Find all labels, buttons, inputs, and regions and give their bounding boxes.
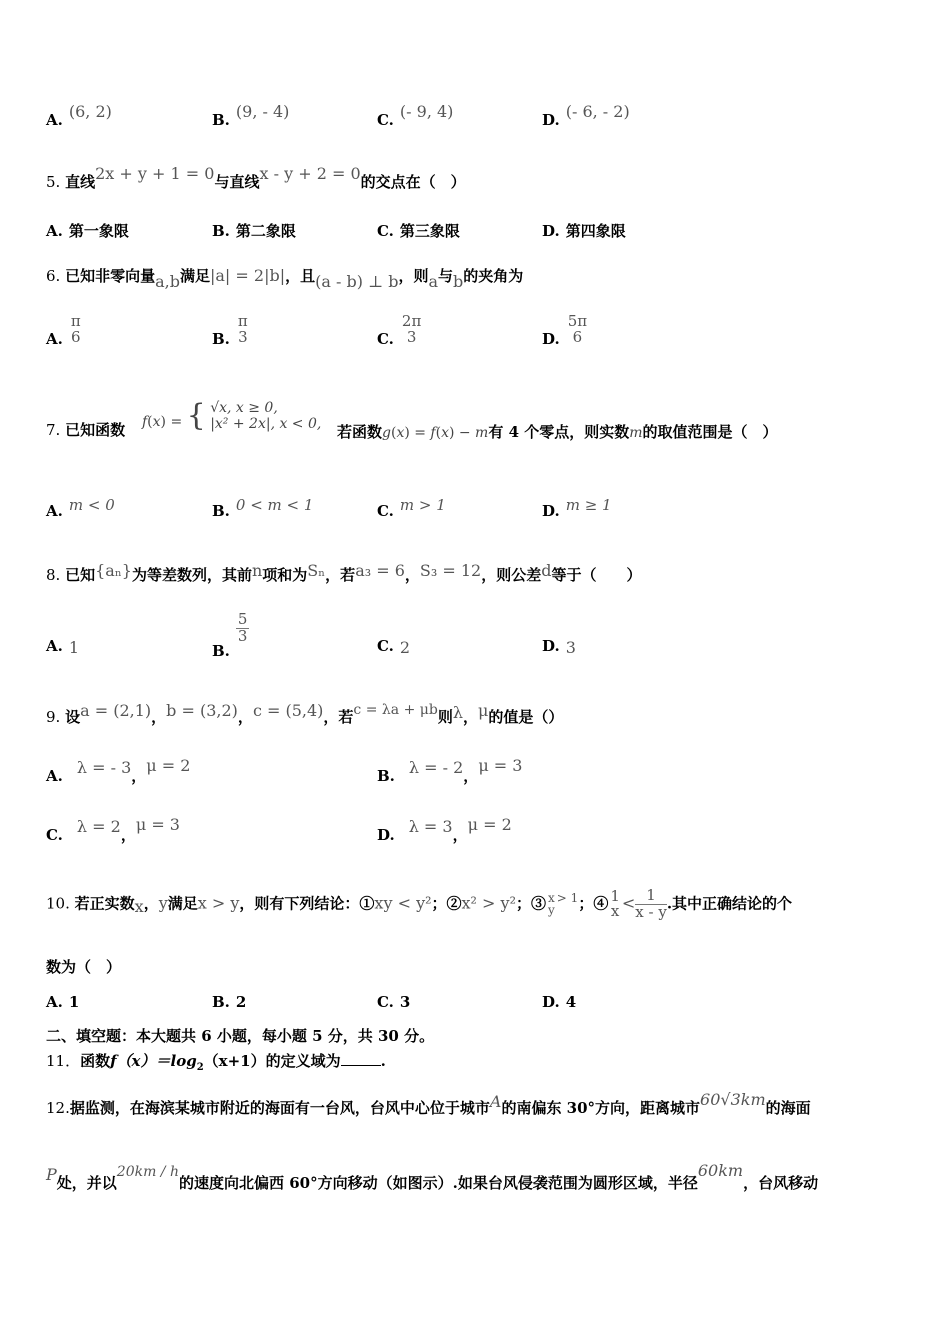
option-label: A. bbox=[46, 329, 63, 348]
q-text: 满足 bbox=[167, 894, 198, 913]
math: c = (5,4) bbox=[252, 701, 324, 720]
q9-option-d bbox=[377, 815, 512, 845]
q-text: ， bbox=[452, 826, 468, 844]
q-text: ；② bbox=[431, 894, 462, 913]
q-text: 与直线 bbox=[214, 173, 260, 191]
numerator: π bbox=[237, 312, 248, 330]
q7-option-d bbox=[542, 496, 612, 520]
q9-option-b bbox=[377, 756, 523, 786]
math: a bbox=[428, 272, 438, 291]
option-label: D. bbox=[542, 502, 560, 520]
q-text: 已知函数 bbox=[65, 421, 126, 439]
option-text: 第一象限 bbox=[68, 222, 129, 240]
option-label: B. bbox=[212, 642, 230, 661]
math: c = λa + μb bbox=[353, 702, 438, 718]
q4-option-c bbox=[377, 102, 454, 129]
q-text: 函数 bbox=[80, 1052, 111, 1070]
math: 𝑚 bbox=[629, 425, 643, 441]
q-text: ，则公差 bbox=[481, 566, 542, 584]
q-text: ，且 bbox=[285, 267, 316, 285]
question-6 bbox=[46, 266, 524, 291]
numerator: 1 bbox=[635, 888, 667, 905]
option-text: 第三象限 bbox=[399, 222, 460, 240]
denominator: 6 bbox=[71, 327, 81, 346]
option-label: C. bbox=[377, 637, 394, 655]
option-text: 3 bbox=[565, 638, 576, 657]
q-text: .其中正确结论的个 bbox=[666, 894, 793, 913]
numerator: π bbox=[70, 312, 81, 330]
q5-option-c bbox=[377, 220, 460, 241]
math: 𝑔(𝑥) = 𝑓(𝑥) − 𝑚 bbox=[382, 425, 489, 441]
option-label: B. bbox=[212, 222, 230, 240]
fraction-x-over-y bbox=[546, 892, 557, 917]
q5-option-d bbox=[542, 220, 626, 241]
question-number: 7. bbox=[46, 421, 61, 439]
subscript: 2 bbox=[196, 1062, 204, 1073]
option-label: D. bbox=[542, 993, 560, 1011]
option-label: A. bbox=[46, 637, 63, 655]
option-text: 4 bbox=[565, 993, 577, 1011]
option-label: D. bbox=[542, 222, 560, 240]
q-text: ，台风移动 bbox=[743, 1174, 819, 1192]
q10-option-d bbox=[542, 993, 576, 1011]
lambda-value: λ = 3 bbox=[408, 817, 453, 836]
option-value: (- 9, 4) bbox=[399, 102, 454, 121]
mu-value: μ = 2 bbox=[146, 756, 191, 775]
q-text: （x+1）的定义域为 bbox=[203, 1052, 341, 1070]
option-label: B. bbox=[212, 329, 230, 348]
math: 60km bbox=[697, 1161, 744, 1180]
q-text: 设 bbox=[65, 708, 81, 726]
lambda-value: λ = - 3 bbox=[76, 758, 132, 777]
numerator: x bbox=[548, 890, 555, 905]
option-text: 𝑚 > 1 bbox=[399, 496, 446, 514]
question-number: 5. bbox=[46, 173, 61, 191]
option-label: D. bbox=[542, 329, 560, 348]
q8-option-c bbox=[377, 636, 410, 655]
q-text: 的值是（） bbox=[488, 708, 564, 726]
math: 2x + y + 1 = 0 bbox=[95, 164, 215, 183]
q-text: 等于（ ） bbox=[551, 566, 642, 584]
q-text: ，若 bbox=[325, 566, 356, 584]
q-text: 直线 bbox=[65, 173, 96, 191]
option-label: B. bbox=[212, 502, 230, 520]
question-7 bbox=[46, 421, 125, 439]
q10-option-a bbox=[46, 993, 79, 1011]
fraction bbox=[236, 612, 250, 645]
math: f（x）＝log bbox=[110, 1052, 197, 1070]
math: y bbox=[158, 893, 168, 913]
q-text: 的夹角为 bbox=[463, 267, 524, 285]
question-5 bbox=[46, 164, 466, 191]
option-label: C. bbox=[377, 329, 394, 348]
question-number: 6. bbox=[46, 267, 61, 285]
math: d bbox=[541, 561, 552, 580]
math: P bbox=[46, 1165, 57, 1184]
q-text: 的海面 bbox=[765, 1099, 811, 1117]
option-text: 第四象限 bbox=[565, 222, 626, 240]
q-text: 处，并以 bbox=[56, 1174, 117, 1192]
option-label: C. bbox=[377, 222, 394, 240]
q-text: ，若 bbox=[323, 708, 354, 726]
option-value: (- 6, - 2) bbox=[565, 102, 630, 121]
option-label: D. bbox=[542, 637, 560, 655]
option-text: 𝑚 < 0 bbox=[68, 496, 115, 514]
q6-option-a bbox=[46, 314, 83, 346]
math: (a - b) ⊥ b bbox=[315, 272, 399, 291]
lambda-value: λ = 2 bbox=[76, 817, 121, 836]
q4-option-b bbox=[212, 102, 290, 129]
section-2-heading: 二、填空题：本大题共 6 小题，每小题 5 分，共 30 分。 bbox=[46, 1027, 435, 1045]
q6-option-d bbox=[542, 314, 589, 346]
q9-option-a bbox=[46, 756, 191, 786]
option-value: (9, - 4) bbox=[235, 102, 290, 121]
q-text: ；④ bbox=[578, 894, 609, 913]
question-number: 11． bbox=[46, 1052, 81, 1070]
math: S₃ = 12 bbox=[419, 561, 482, 580]
q4-option-a bbox=[46, 102, 112, 129]
question-10-cont: 数为（ ） bbox=[46, 958, 122, 976]
math: Sₙ bbox=[307, 561, 326, 580]
option-label: A. bbox=[46, 993, 63, 1011]
q-text: ， bbox=[131, 767, 147, 785]
q7-piecewise bbox=[142, 400, 321, 432]
q-text: 的交点在（ ） bbox=[360, 173, 466, 191]
q-text: 若正实数 bbox=[74, 894, 135, 913]
math: a,b bbox=[155, 272, 180, 291]
question-number: 8. bbox=[46, 566, 61, 584]
lambda-value: λ = - 2 bbox=[408, 758, 464, 777]
fraction bbox=[566, 314, 589, 346]
option-label: A. bbox=[46, 111, 63, 129]
q8-option-b bbox=[212, 610, 249, 661]
math: A bbox=[489, 1092, 502, 1111]
fraction bbox=[236, 314, 250, 346]
numerator: 2π bbox=[401, 312, 422, 330]
q-text: . bbox=[380, 1052, 386, 1070]
math: b = (3,2) bbox=[166, 701, 238, 720]
q10-option-c bbox=[377, 993, 410, 1011]
question-number: 10. bbox=[46, 894, 70, 913]
q-text: 已知 bbox=[65, 566, 96, 584]
function-def: 𝑓(𝑥) = bbox=[142, 414, 183, 430]
case-2: |𝑥² + 2𝑥|, 𝑥 < 0, bbox=[210, 416, 322, 432]
q7-option-b bbox=[212, 496, 314, 520]
q-text: 的速度向北偏西 60°方向移动（如图示）.如果台风侵袭范围为圆形区域，半径 bbox=[179, 1174, 698, 1192]
q5-option-b bbox=[212, 220, 296, 241]
option-text: 𝑚 ≥ 1 bbox=[565, 496, 612, 514]
option-text: 2 bbox=[399, 638, 411, 657]
mu-value: μ = 3 bbox=[478, 756, 523, 775]
math: |a| = 2|b| bbox=[210, 266, 286, 285]
option-text: 0 < 𝑚 < 1 bbox=[235, 496, 314, 514]
q-text: ， bbox=[151, 708, 167, 726]
q-text: 有 4 个零点，则实数 bbox=[488, 423, 630, 441]
q6-option-c bbox=[377, 314, 423, 346]
option-label: B. bbox=[377, 767, 395, 785]
q-text: 项和为 bbox=[262, 566, 308, 584]
q-text: ， bbox=[463, 767, 479, 785]
math: x > y bbox=[197, 893, 240, 913]
math: 20km / h bbox=[116, 1164, 179, 1180]
q7-option-a bbox=[46, 496, 115, 520]
q7-option-c bbox=[377, 496, 446, 520]
option-label: A. bbox=[46, 222, 63, 240]
option-label: C. bbox=[377, 993, 394, 1011]
math: μ bbox=[477, 701, 489, 720]
q-text: 已知非零向量 bbox=[65, 267, 156, 285]
q8-option-d bbox=[542, 636, 576, 655]
option-text: 3 bbox=[399, 993, 411, 1011]
q-text: 的南偏东 30°方向，距离城市 bbox=[501, 1099, 701, 1117]
numerator: 5 bbox=[237, 610, 248, 628]
option-label: C. bbox=[46, 826, 63, 844]
q5-option-a bbox=[46, 220, 129, 241]
q-text: 则 bbox=[437, 708, 453, 726]
math: a₃ = 6 bbox=[355, 561, 405, 580]
math: x - y + 2 = 0 bbox=[259, 164, 361, 183]
question-8 bbox=[46, 561, 642, 584]
mu-value: μ = 3 bbox=[135, 815, 180, 834]
fraction bbox=[400, 314, 423, 346]
math: x bbox=[134, 897, 144, 917]
question-number: 9. bbox=[46, 708, 61, 726]
numerator: 5π bbox=[567, 312, 588, 330]
denominator: 3 bbox=[237, 626, 248, 645]
question-10 bbox=[46, 888, 792, 921]
denominator: y bbox=[548, 903, 555, 918]
numerator: 1 bbox=[610, 886, 620, 905]
q-text: ， bbox=[404, 566, 420, 584]
brace: { bbox=[186, 398, 206, 433]
q-text: ， bbox=[237, 708, 253, 726]
q-text: ；③ bbox=[516, 894, 547, 913]
denominator: 6 bbox=[572, 327, 583, 346]
option-label: A. bbox=[46, 767, 63, 785]
fraction-one-over-x-minus-y bbox=[635, 888, 667, 921]
fraction bbox=[69, 314, 83, 346]
option-label: B. bbox=[212, 993, 230, 1011]
case-1: √𝑥, 𝑥 ≥ 0, bbox=[210, 400, 278, 416]
math: {aₙ} bbox=[95, 561, 132, 580]
q9-option-c bbox=[46, 815, 180, 845]
question-9 bbox=[46, 701, 564, 727]
q-text: 若函数 bbox=[337, 423, 383, 441]
option-label: C. bbox=[377, 502, 394, 520]
q-text: ，则 bbox=[398, 267, 429, 285]
option-label: C. bbox=[377, 111, 394, 129]
option-text: 1 bbox=[68, 638, 80, 657]
option-label: B. bbox=[212, 111, 230, 129]
q-text: ， bbox=[143, 894, 159, 913]
math: x² > y² bbox=[461, 893, 516, 913]
question-11 bbox=[46, 1052, 386, 1074]
q7-rest bbox=[337, 421, 778, 442]
fraction-one-over-x bbox=[608, 886, 622, 921]
question-number: 12. bbox=[46, 1099, 70, 1117]
option-label: A. bbox=[46, 502, 63, 520]
q4-option-d bbox=[542, 102, 630, 129]
q-text: ，则有下列结论：① bbox=[239, 894, 375, 913]
math: > 1 bbox=[556, 891, 579, 906]
math: a = (2,1) bbox=[80, 701, 152, 720]
q-text: 与 bbox=[438, 267, 454, 285]
q-text: 为等差数列，其前 bbox=[131, 566, 252, 584]
q-text: 满足 bbox=[179, 267, 210, 285]
denominator: 3 bbox=[406, 327, 417, 346]
denominator: 3 bbox=[238, 327, 248, 346]
question-12-cont bbox=[46, 1161, 819, 1193]
math: < bbox=[621, 893, 636, 913]
option-label: D. bbox=[377, 826, 395, 844]
question-12 bbox=[46, 1090, 811, 1117]
math: λ bbox=[452, 703, 463, 722]
answer-blank[interactable] bbox=[341, 1053, 381, 1066]
option-text: 第二象限 bbox=[235, 222, 296, 240]
option-value: (6, 2) bbox=[68, 102, 112, 121]
mu-value: μ = 2 bbox=[467, 815, 512, 834]
math: xy < y² bbox=[374, 893, 432, 913]
q-text: 据监测，在海滨某城市附近的海面有一台风，台风中心位于城市 bbox=[69, 1099, 490, 1117]
cases bbox=[210, 400, 321, 432]
denominator: x bbox=[610, 902, 620, 921]
q8-option-a bbox=[46, 636, 79, 655]
denominator: x - y bbox=[635, 902, 667, 921]
q-text: ， bbox=[462, 708, 478, 726]
math: 60√3km bbox=[700, 1090, 766, 1109]
option-text: 1 bbox=[68, 993, 80, 1011]
math: b bbox=[453, 272, 464, 291]
q-text: ， bbox=[120, 826, 136, 844]
q-text: 的取值范围是（ ） bbox=[642, 423, 778, 441]
option-text: 2 bbox=[235, 993, 247, 1011]
math: n bbox=[251, 561, 263, 580]
q6-option-b bbox=[212, 314, 250, 346]
option-label: D. bbox=[542, 111, 560, 129]
q10-option-b bbox=[212, 993, 246, 1011]
